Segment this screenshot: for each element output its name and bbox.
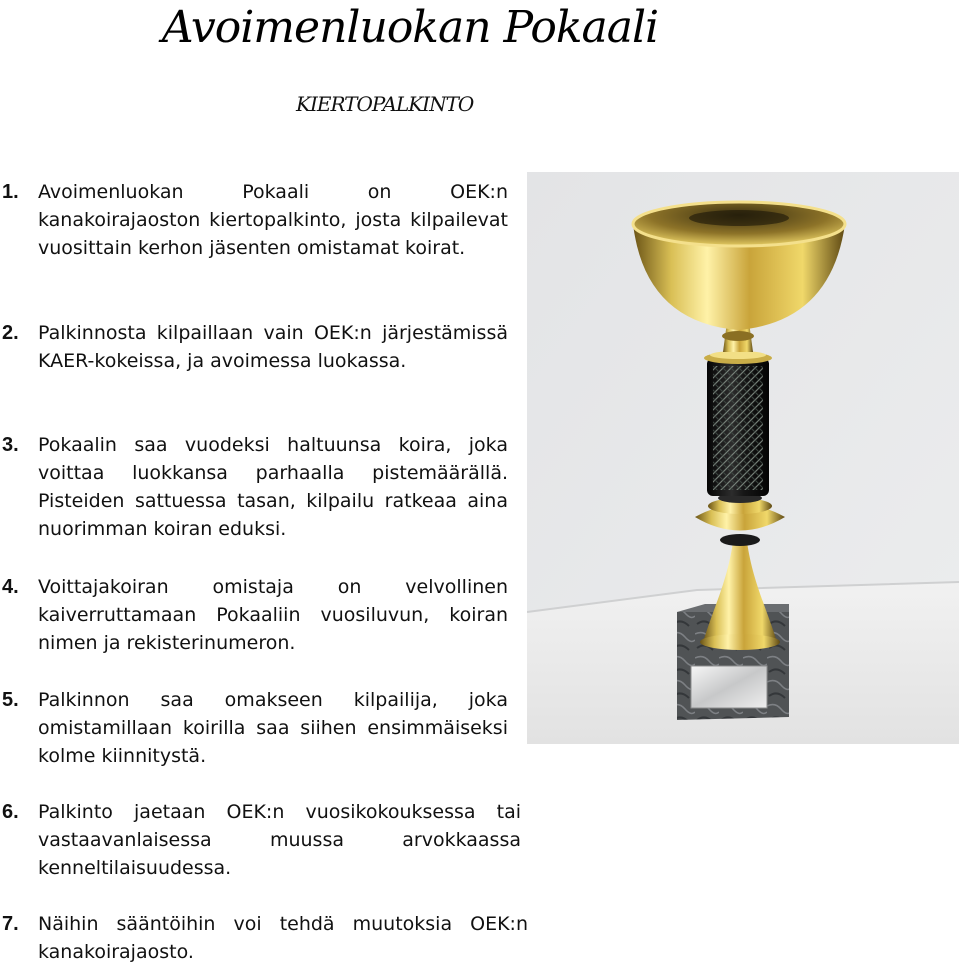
rule-number: 2. <box>2 322 19 344</box>
rule-number: 4. <box>2 576 19 598</box>
rule-number: 1. <box>2 181 19 203</box>
rule-number: 7. <box>2 913 19 935</box>
trophy-photo <box>527 172 959 744</box>
rule-number: 5. <box>2 689 19 711</box>
rule-text: Voittajakoiran omistaja on velvollinen kaiverruttamaan Pokaaliin vuosiluvun, koiran nimen ja rekisterinumeron. <box>38 576 508 654</box>
rule-text: Palkinnon saa omakseen kilpailija, joka omistamillaan koirilla saa siihen ensimmäiseksi kolme kiinnitystä. <box>38 689 508 767</box>
rule-text: Palkinto jaetaan OEK:n vuosikokouksessa tai vastaavanlaisessa muussa arvokkaassa kenneltilaisuudessa. <box>38 801 521 879</box>
rule-text: Avoimenluokan Pokaali on OEK:n kanakoirajaoston kiertopalkinto, josta kilpailevat vuosittain kerhon jäsenten omistamat koirat. <box>38 181 508 259</box>
rule-text: Näihin sääntöihin voi tehdä muutoksia OEK:n kanakoirajaosto. <box>38 913 528 963</box>
rule-number: 3. <box>2 434 19 456</box>
rule-text: Palkinnosta kilpaillaan vain OEK:n järjestämissä KAER-kokeissa, ja avoimessa luokassa. <box>38 322 508 372</box>
trophy-illustration <box>527 172 959 744</box>
page-title: Avoimenluokan Pokaali <box>161 2 659 53</box>
page-subtitle: KIERTOPALKINTO <box>296 92 474 116</box>
rule-number: 6. <box>2 801 19 823</box>
rule-text: Pokaalin saa vuodeksi haltuunsa koira, joka voittaa luokkansa parhaalla pistemäärällä. Pisteiden sattuessa tasan, kilpailu ratkeaa aina nuorimman koiran eduksi. <box>38 434 508 540</box>
